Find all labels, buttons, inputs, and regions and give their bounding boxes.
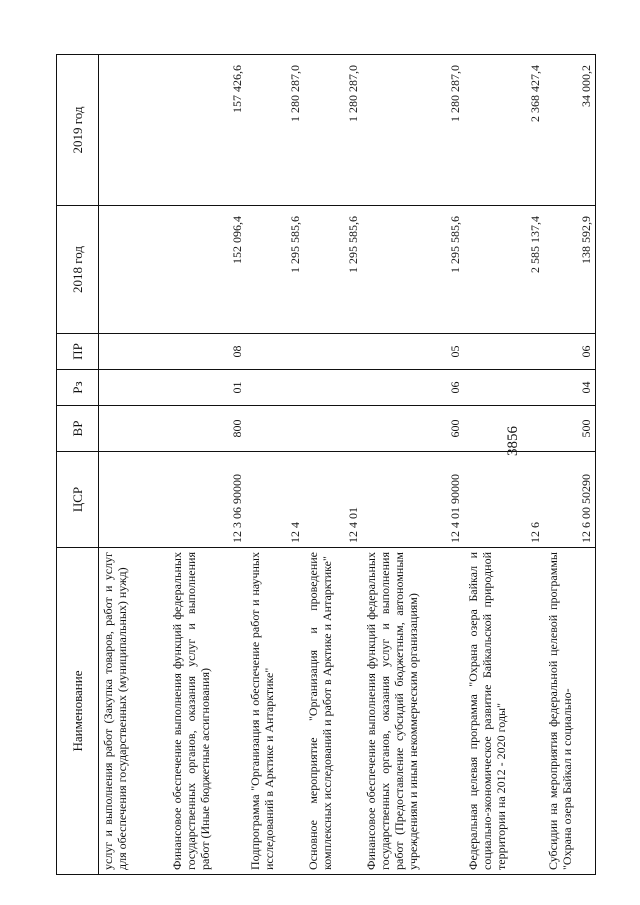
row-2019: 34 000,2	[544, 55, 596, 206]
row-vr	[464, 406, 544, 452]
row-pr: 06	[544, 334, 596, 370]
row-2019	[99, 55, 168, 206]
table-row	[464, 55, 544, 875]
row-rz	[464, 370, 544, 406]
table-row	[544, 55, 596, 875]
row-name: Субсидии на мероприятия федеральной целевой программы "Охрана озера Байкал и социально-	[544, 548, 596, 875]
row-2019: 157 426,6	[168, 55, 246, 206]
row-csr: 12 6	[464, 452, 544, 548]
row-2019: 1 280 287,0	[304, 55, 362, 206]
row-csr: 12 4 01	[304, 452, 362, 548]
row-pr	[464, 334, 544, 370]
row-rz	[246, 370, 304, 406]
rotated-page	[56, 55, 596, 875]
row-name: Финансовое обеспечение выполнения функций федеральных государственных органов, оказания услуг и выполнения работ (Предоставление субсидий бюджетным, автономным учреждениям и иным некоммерческим организациям)	[362, 548, 464, 875]
row-2018: 1 295 585,6	[362, 206, 464, 334]
header-pr: ПР	[57, 334, 99, 370]
table-row	[304, 55, 362, 875]
row-2018: 2 585 137,4	[464, 206, 544, 334]
header-2018: 2018 год	[57, 206, 99, 334]
row-csr	[99, 452, 168, 548]
row-rz	[304, 370, 362, 406]
page-number: 3856	[505, 426, 521, 456]
row-2018: 1 295 585,6	[304, 206, 362, 334]
row-name: услуг и выполнения работ (Закупка товаров, работ и услуг для обеспечения государственных (муниципальных) нужд)	[99, 548, 168, 875]
table-body	[99, 55, 596, 875]
row-name: Подпрограмма "Организация и обеспечение работ и научных исследований в Арктике и Антарктике"	[246, 548, 304, 875]
row-2018: 138 592,9	[544, 206, 596, 334]
row-csr: 12 4 01 90000	[362, 452, 464, 548]
row-rz: 01	[168, 370, 246, 406]
row-csr: 12 6 00 50290	[544, 452, 596, 548]
row-vr: 500	[544, 406, 596, 452]
row-vr: 600	[362, 406, 464, 452]
table-row	[99, 55, 168, 875]
row-vr	[304, 406, 362, 452]
header-2019: 2019 год	[57, 55, 99, 206]
row-vr: 800	[168, 406, 246, 452]
header-rz: Рз	[57, 370, 99, 406]
row-rz: 04	[544, 370, 596, 406]
header-vr: ВР	[57, 406, 99, 452]
row-vr	[99, 406, 168, 452]
row-pr: 08	[168, 334, 246, 370]
row-2019: 2 368 427,4	[464, 55, 544, 206]
budget-table	[56, 54, 596, 875]
header-name: Наименование	[57, 548, 99, 875]
row-2018	[99, 206, 168, 334]
table-row	[362, 55, 464, 875]
row-csr: 12 4	[246, 452, 304, 548]
row-name: Основное мероприятие "Организация и проведение комплексных исследований и работ в Арктике и Антарктике"	[304, 548, 362, 875]
row-2018: 152 096,4	[168, 206, 246, 334]
row-pr	[246, 334, 304, 370]
row-name: Финансовое обеспечение выполнения функций федеральных государственных органов, оказания услуг и выполнения работ (Иные бюджетные ассигнования)	[168, 548, 246, 875]
table-row	[246, 55, 304, 875]
row-2019: 1 280 287,0	[246, 55, 304, 206]
row-2018: 1 295 585,6	[246, 206, 304, 334]
row-pr	[304, 334, 362, 370]
row-name: Федеральная целевая программа "Охрана озера Байкал и социально-экономическое развитие Байкальской природной территории на 2012 - 2020 годы"	[464, 548, 544, 875]
row-rz: 06	[362, 370, 464, 406]
row-pr: 05	[362, 334, 464, 370]
row-csr: 12 3 06 90000	[168, 452, 246, 548]
row-2019: 1 280 287,0	[362, 55, 464, 206]
table-header	[57, 55, 99, 875]
table-row	[168, 55, 246, 875]
header-csr: ЦСР	[57, 452, 99, 548]
row-pr	[99, 334, 168, 370]
row-vr	[246, 406, 304, 452]
row-rz	[99, 370, 168, 406]
